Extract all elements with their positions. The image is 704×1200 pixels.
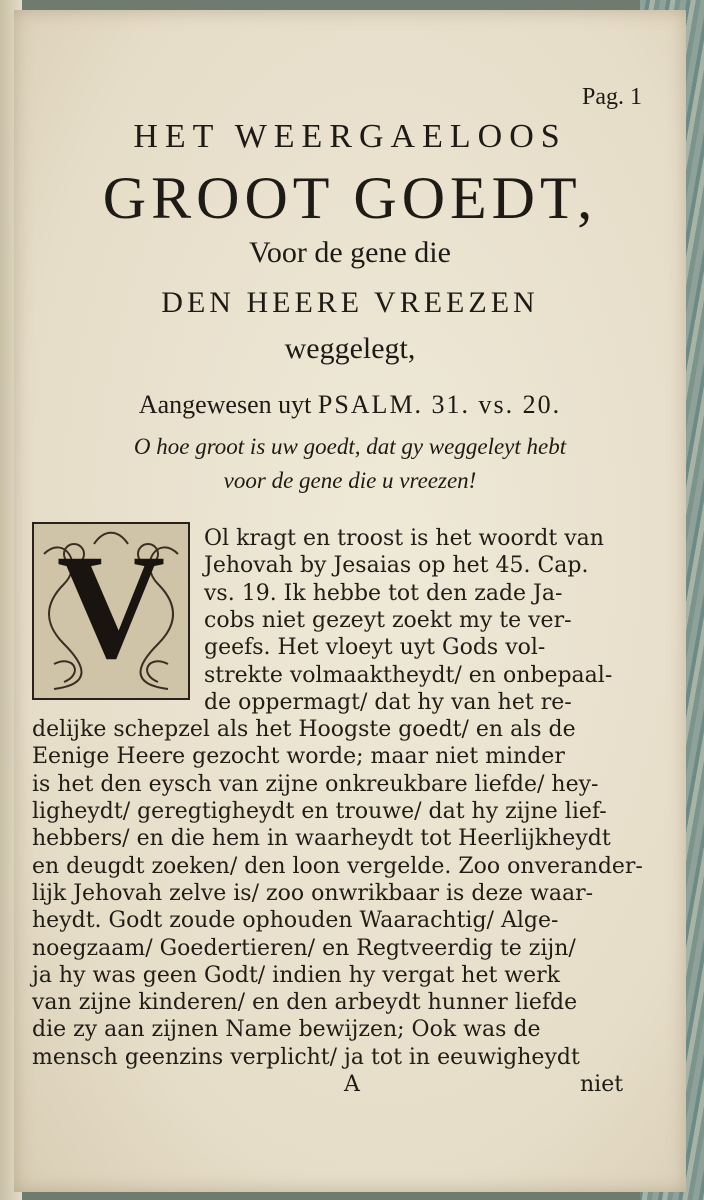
body-line: is het den eysch van zijne onkreukbare liefde/ hey- [32,771,599,797]
body-line: geefs. Het vloeyt uyt Gods vol- [204,635,546,661]
body-line: Ol kragt en troost is het woordt van [204,526,604,551]
quote-line-2: voor de gene die u vreezen! [223,468,477,493]
body-line: heydt. Godt zoude ophouden Waarachtig/ Alge- [32,908,559,934]
body-line: lijk Jehovah zelve is/ zoo onwrikbaar is deze waar- [32,880,594,906]
scripture-intro: Aangewesen uyt [138,390,312,419]
title-line-4: DEN HEERE VREEZEN [161,286,539,319]
body-line: strekte volmaaktheydt/ en onbepaal- [204,662,613,688]
body-line: van zijne kinderen/ en den arbeydt hunner liefde [32,990,578,1016]
title-line-6 [14,390,686,420]
body-line: vs. 19. Ik hebbe tot den zade Ja- [204,580,563,606]
title-line-2: GROOT GOEDT, [102,165,598,231]
body-line: delijke schepzel als het Hoogste goedt/ en als de [32,717,576,743]
signature-mark: A [344,1072,360,1097]
scripture-reference: PSALM. 31. vs. 20. [317,390,562,419]
body-line: ja hy was geen Godt/ indien hy vergat het werk [32,962,560,988]
body-line: en deugdt zoeken/ den loon vergelde. Zoo onverander- [32,853,643,879]
body-line: ligheydt/ geregtigheydt en trouwe/ dat hy zijne lief- [32,799,607,824]
body-line: cobs niet gezeyt zoekt my te ver- [204,607,572,633]
book-page [14,10,686,1192]
title-line-5: weggelegt, [284,332,416,365]
quote-line-1: O hoe groot is uw goedt, dat gy weggeleyt hebt [133,434,567,459]
body-line: hebbers/ en die hem in waarheydt tot Heerlijkheydt [32,826,611,852]
initial-letter: V [56,524,166,690]
body-line: Eenige Heere gezocht worde; maar niet minder [32,744,565,770]
catchword: niet [580,1072,624,1097]
body-line: Jehovah by Jesaias op het 45. Cap. [204,553,589,579]
body-line: mensch geenzins verplicht/ ja tot in eeuwigheydt [32,1044,580,1070]
body-line: de oppermagt/ dat hy van het re- [204,689,572,715]
page-number: Pag. 1 [582,84,642,110]
body-line: die zy aan zijnen Name bewijzen; Ook was de [32,1017,541,1043]
title-line-3: Voor de gene die [249,236,451,269]
title-line-1: HET WEERGAELOOS [133,118,567,155]
body-line: noegzaam/ Goedertieren/ en Regtveerdig te zijn/ [32,935,576,961]
decorated-initial [32,522,190,700]
